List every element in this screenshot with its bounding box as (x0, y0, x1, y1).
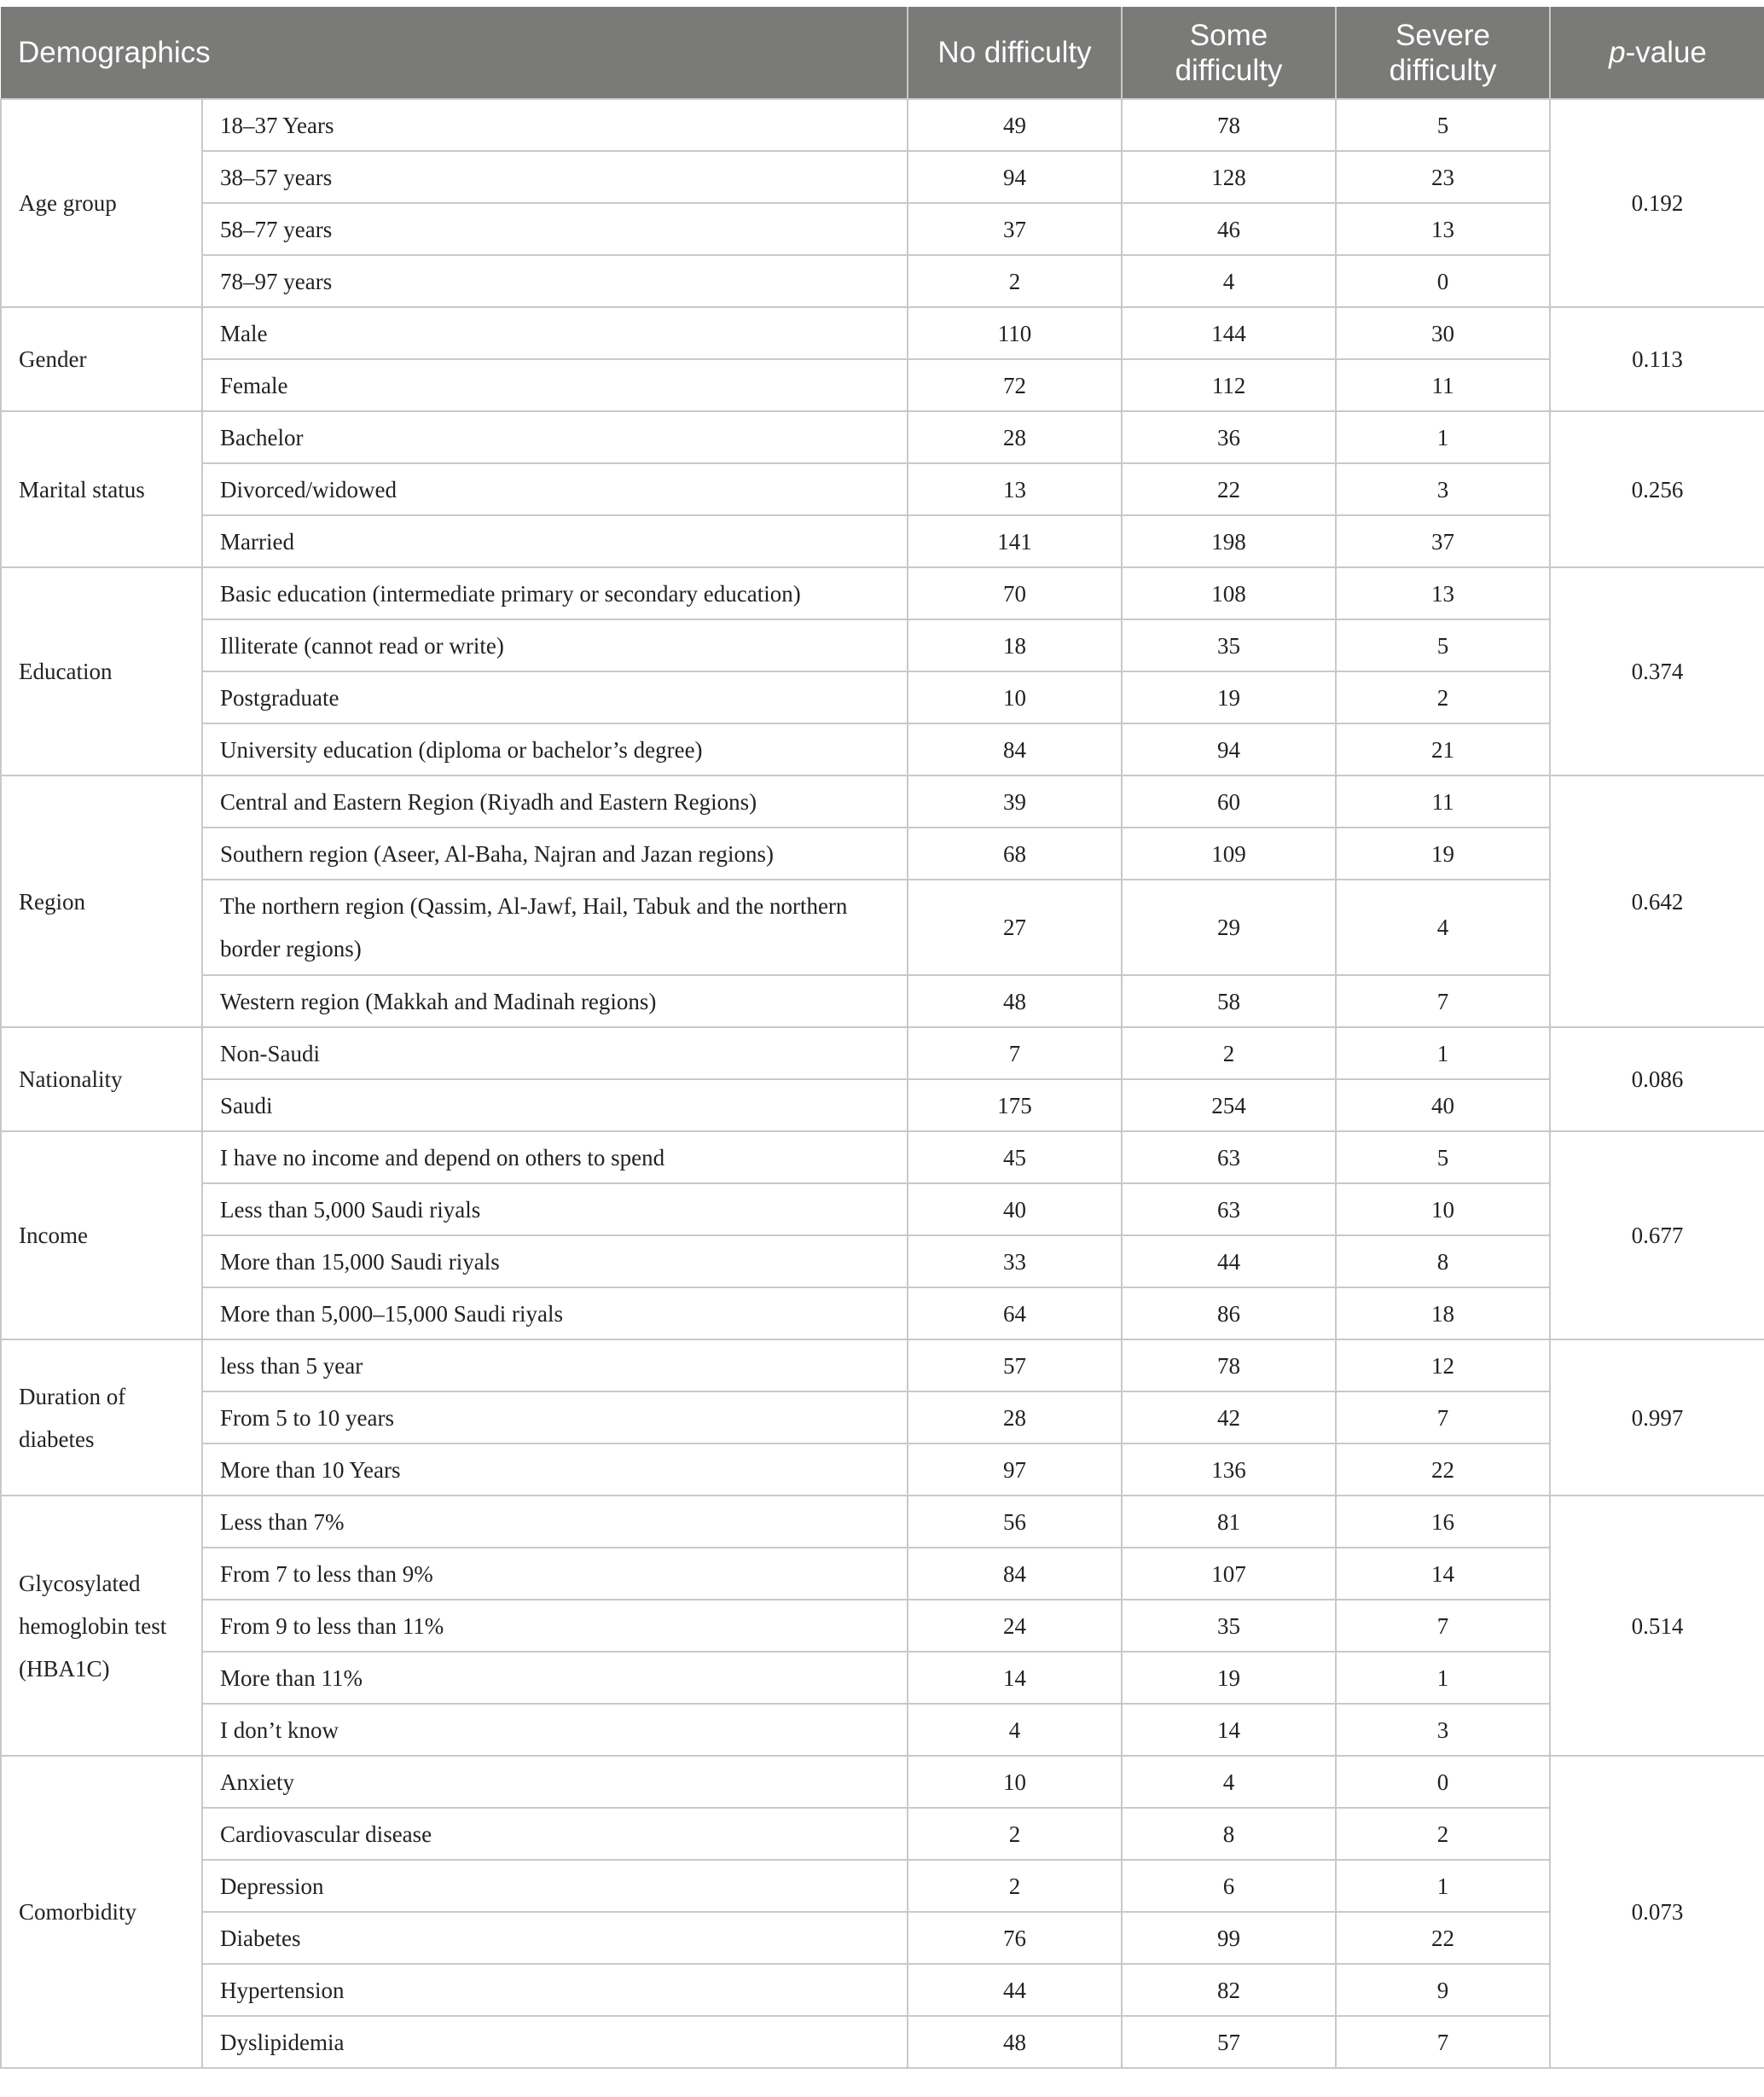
no-difficulty-cell: 48 (908, 975, 1122, 1027)
some-difficulty-cell: 63 (1122, 1183, 1336, 1235)
severe-difficulty-cell: 13 (1336, 203, 1550, 255)
level-cell: I don’t know (202, 1704, 908, 1756)
no-difficulty-cell: 84 (908, 1548, 1122, 1600)
severe-difficulty-cell: 23 (1336, 151, 1550, 203)
level-cell: Diabetes (202, 1912, 908, 1964)
level-cell: Cardiovascular disease (202, 1808, 908, 1860)
some-difficulty-cell: 14 (1122, 1704, 1336, 1756)
demographics-table (0, 7, 1764, 2069)
level-cell: Hypertension (202, 1964, 908, 2016)
no-difficulty-cell: 13 (908, 463, 1122, 515)
severe-difficulty-cell: 1 (1336, 1652, 1550, 1704)
no-difficulty-cell: 45 (908, 1131, 1122, 1183)
table-row (1, 1860, 1764, 1912)
some-difficulty-cell: 42 (1122, 1391, 1336, 1444)
severe-difficulty-cell: 7 (1336, 1391, 1550, 1444)
some-difficulty-cell: 19 (1122, 671, 1336, 723)
level-cell: From 7 to less than 9% (202, 1548, 908, 1600)
table-row (1, 1964, 1764, 2016)
category-cell: Duration of diabetes (1, 1339, 202, 1496)
severe-difficulty-cell: 2 (1336, 1808, 1550, 1860)
no-difficulty-cell: 18 (908, 619, 1122, 671)
table-row (1, 828, 1764, 880)
no-difficulty-cell: 56 (908, 1496, 1122, 1548)
header-row (1, 7, 1764, 99)
no-difficulty-cell: 10 (908, 1756, 1122, 1808)
table-row (1, 1600, 1764, 1652)
header-some-difficulty: Some difficulty (1122, 7, 1336, 99)
no-difficulty-cell: 49 (908, 99, 1122, 151)
some-difficulty-cell: 128 (1122, 151, 1336, 203)
category-cell: Gender (1, 307, 202, 411)
table-row (1, 1652, 1764, 1704)
category-cell: Education (1, 567, 202, 775)
no-difficulty-cell: 28 (908, 411, 1122, 463)
no-difficulty-cell: 70 (908, 567, 1122, 619)
some-difficulty-cell: 94 (1122, 723, 1336, 775)
some-difficulty-cell: 63 (1122, 1131, 1336, 1183)
table-row (1, 359, 1764, 411)
table-row (1, 975, 1764, 1027)
table-row (1, 880, 1764, 975)
some-difficulty-cell: 36 (1122, 411, 1336, 463)
p-value-cell: 0.514 (1550, 1496, 1764, 1756)
level-cell: Female (202, 359, 908, 411)
table-row (1, 1704, 1764, 1756)
level-cell: Central and Eastern Region (Riyadh and Eastern Regions) (202, 775, 908, 828)
severe-difficulty-cell: 19 (1336, 828, 1550, 880)
table-row (1, 723, 1764, 775)
level-cell: More than 11% (202, 1652, 908, 1704)
level-cell: Illiterate (cannot read or write) (202, 619, 908, 671)
level-cell: 18–37 Years (202, 99, 908, 151)
severe-difficulty-cell: 7 (1336, 2016, 1550, 2068)
header-p-italic: p (1609, 36, 1626, 69)
severe-difficulty-cell: 7 (1336, 1600, 1550, 1652)
severe-difficulty-cell: 40 (1336, 1079, 1550, 1131)
severe-difficulty-cell: 10 (1336, 1183, 1550, 1235)
no-difficulty-cell: 28 (908, 1391, 1122, 1444)
table-row (1, 1756, 1764, 1808)
table-row (1, 1496, 1764, 1548)
category-cell: Comorbidity (1, 1756, 202, 2068)
table-body (1, 99, 1764, 2068)
table-row (1, 1912, 1764, 1964)
severe-difficulty-cell: 1 (1336, 411, 1550, 463)
level-cell: Less than 7% (202, 1496, 908, 1548)
severe-difficulty-cell: 30 (1336, 307, 1550, 359)
table-row (1, 2016, 1764, 2068)
severe-difficulty-cell: 1 (1336, 1860, 1550, 1912)
header-demographics: Demographics (1, 7, 908, 99)
p-value-cell: 0.997 (1550, 1339, 1764, 1496)
p-value-cell: 0.677 (1550, 1131, 1764, 1339)
p-value-cell: 0.113 (1550, 307, 1764, 411)
level-cell: 58–77 years (202, 203, 908, 255)
header-p-rest: -value (1625, 36, 1707, 69)
severe-difficulty-cell: 3 (1336, 463, 1550, 515)
some-difficulty-cell: 99 (1122, 1912, 1336, 1964)
severe-difficulty-cell: 3 (1336, 1704, 1550, 1756)
level-cell: More than 15,000 Saudi riyals (202, 1235, 908, 1287)
table-row (1, 567, 1764, 619)
no-difficulty-cell: 2 (908, 1808, 1122, 1860)
p-value-cell: 0.086 (1550, 1027, 1764, 1131)
level-cell: Male (202, 307, 908, 359)
some-difficulty-cell: 8 (1122, 1808, 1336, 1860)
level-cell: Bachelor (202, 411, 908, 463)
some-difficulty-cell: 254 (1122, 1079, 1336, 1131)
category-cell: Nationality (1, 1027, 202, 1131)
no-difficulty-cell: 7 (908, 1027, 1122, 1079)
no-difficulty-cell: 175 (908, 1079, 1122, 1131)
level-cell: More than 10 Years (202, 1444, 908, 1496)
severe-difficulty-cell: 22 (1336, 1444, 1550, 1496)
severe-difficulty-cell: 22 (1336, 1912, 1550, 1964)
severe-difficulty-cell: 16 (1336, 1496, 1550, 1548)
some-difficulty-cell: 44 (1122, 1235, 1336, 1287)
table-row (1, 1444, 1764, 1496)
severe-difficulty-cell: 5 (1336, 99, 1550, 151)
severe-difficulty-cell: 8 (1336, 1235, 1550, 1287)
table-row (1, 1079, 1764, 1131)
level-cell: 78–97 years (202, 255, 908, 307)
table-row (1, 203, 1764, 255)
header-no-difficulty: No difficulty (908, 7, 1122, 99)
severe-difficulty-cell: 1 (1336, 1027, 1550, 1079)
no-difficulty-cell: 48 (908, 2016, 1122, 2068)
no-difficulty-cell: 4 (908, 1704, 1122, 1756)
table-row (1, 1131, 1764, 1183)
header-severe-difficulty: Severe difficulty (1336, 7, 1550, 99)
category-cell: Glycosylated hemoglobin test (HBA1C) (1, 1496, 202, 1756)
some-difficulty-cell: 4 (1122, 1756, 1336, 1808)
some-difficulty-cell: 57 (1122, 2016, 1336, 2068)
some-difficulty-cell: 2 (1122, 1027, 1336, 1079)
severe-difficulty-cell: 11 (1336, 775, 1550, 828)
no-difficulty-cell: 40 (908, 1183, 1122, 1235)
table-row (1, 1808, 1764, 1860)
severe-difficulty-cell: 5 (1336, 1131, 1550, 1183)
some-difficulty-cell: 107 (1122, 1548, 1336, 1600)
some-difficulty-cell: 112 (1122, 359, 1336, 411)
severe-difficulty-cell: 21 (1336, 723, 1550, 775)
level-cell: Anxiety (202, 1756, 908, 1808)
severe-difficulty-cell: 2 (1336, 671, 1550, 723)
some-difficulty-cell: 58 (1122, 975, 1336, 1027)
no-difficulty-cell: 44 (908, 1964, 1122, 2016)
category-cell: Age group (1, 99, 202, 307)
table-row (1, 1027, 1764, 1079)
level-cell: Depression (202, 1860, 908, 1912)
no-difficulty-cell: 24 (908, 1600, 1122, 1652)
no-difficulty-cell: 141 (908, 515, 1122, 567)
table-row (1, 307, 1764, 359)
severe-difficulty-cell: 12 (1336, 1339, 1550, 1391)
level-cell: Western region (Makkah and Madinah regions) (202, 975, 908, 1027)
level-cell: From 5 to 10 years (202, 1391, 908, 1444)
some-difficulty-cell: 6 (1122, 1860, 1336, 1912)
level-cell: The northern region (Qassim, Al-Jawf, Hail, Tabuk and the northern border regions) (202, 880, 908, 975)
some-difficulty-cell: 109 (1122, 828, 1336, 880)
some-difficulty-cell: 19 (1122, 1652, 1336, 1704)
category-cell: Region (1, 775, 202, 1027)
level-cell: From 9 to less than 11% (202, 1600, 908, 1652)
no-difficulty-cell: 76 (908, 1912, 1122, 1964)
table-row (1, 1548, 1764, 1600)
table-row (1, 151, 1764, 203)
severe-difficulty-cell: 37 (1336, 515, 1550, 567)
level-cell: 38–57 years (202, 151, 908, 203)
p-value-cell: 0.256 (1550, 411, 1764, 567)
level-cell: Less than 5,000 Saudi riyals (202, 1183, 908, 1235)
table-row (1, 1183, 1764, 1235)
no-difficulty-cell: 33 (908, 1235, 1122, 1287)
table-row (1, 255, 1764, 307)
table-row (1, 1287, 1764, 1339)
some-difficulty-cell: 82 (1122, 1964, 1336, 2016)
some-difficulty-cell: 4 (1122, 255, 1336, 307)
some-difficulty-cell: 81 (1122, 1496, 1336, 1548)
no-difficulty-cell: 27 (908, 880, 1122, 975)
category-cell: Marital status (1, 411, 202, 567)
table-row (1, 1339, 1764, 1391)
severe-difficulty-cell: 13 (1336, 567, 1550, 619)
some-difficulty-cell: 78 (1122, 1339, 1336, 1391)
no-difficulty-cell: 94 (908, 151, 1122, 203)
severe-difficulty-cell: 9 (1336, 1964, 1550, 2016)
table-row (1, 1235, 1764, 1287)
level-cell: I have no income and depend on others to spend (202, 1131, 908, 1183)
no-difficulty-cell: 110 (908, 307, 1122, 359)
some-difficulty-cell: 60 (1122, 775, 1336, 828)
p-value-cell: 0.374 (1550, 567, 1764, 775)
some-difficulty-cell: 144 (1122, 307, 1336, 359)
no-difficulty-cell: 72 (908, 359, 1122, 411)
no-difficulty-cell: 10 (908, 671, 1122, 723)
table-row (1, 99, 1764, 151)
no-difficulty-cell: 64 (908, 1287, 1122, 1339)
severe-difficulty-cell: 7 (1336, 975, 1550, 1027)
severe-difficulty-cell: 18 (1336, 1287, 1550, 1339)
some-difficulty-cell: 136 (1122, 1444, 1336, 1496)
some-difficulty-cell: 198 (1122, 515, 1336, 567)
severe-difficulty-cell: 0 (1336, 255, 1550, 307)
severe-difficulty-cell: 5 (1336, 619, 1550, 671)
level-cell: Dyslipidemia (202, 2016, 908, 2068)
table-row (1, 463, 1764, 515)
severe-difficulty-cell: 14 (1336, 1548, 1550, 1600)
no-difficulty-cell: 2 (908, 1860, 1122, 1912)
p-value-cell: 0.073 (1550, 1756, 1764, 2068)
some-difficulty-cell: 108 (1122, 567, 1336, 619)
table-row (1, 411, 1764, 463)
p-value-cell: 0.642 (1550, 775, 1764, 1027)
no-difficulty-cell: 84 (908, 723, 1122, 775)
severe-difficulty-cell: 0 (1336, 1756, 1550, 1808)
table-row (1, 671, 1764, 723)
no-difficulty-cell: 39 (908, 775, 1122, 828)
header-p-value (1550, 7, 1764, 99)
category-cell: Income (1, 1131, 202, 1339)
some-difficulty-cell: 46 (1122, 203, 1336, 255)
table-row (1, 775, 1764, 828)
level-cell: Non-Saudi (202, 1027, 908, 1079)
severe-difficulty-cell: 11 (1336, 359, 1550, 411)
table-header (1, 7, 1764, 99)
level-cell: Married (202, 515, 908, 567)
severe-difficulty-cell: 4 (1336, 880, 1550, 975)
level-cell: Southern region (Aseer, Al-Baha, Najran and Jazan regions) (202, 828, 908, 880)
no-difficulty-cell: 97 (908, 1444, 1122, 1496)
level-cell: less than 5 year (202, 1339, 908, 1391)
level-cell: University education (diploma or bachelor’s degree) (202, 723, 908, 775)
p-value-cell: 0.192 (1550, 99, 1764, 307)
no-difficulty-cell: 68 (908, 828, 1122, 880)
level-cell: Postgraduate (202, 671, 908, 723)
table-row (1, 1391, 1764, 1444)
table-row (1, 619, 1764, 671)
some-difficulty-cell: 86 (1122, 1287, 1336, 1339)
some-difficulty-cell: 35 (1122, 1600, 1336, 1652)
some-difficulty-cell: 22 (1122, 463, 1336, 515)
level-cell: Saudi (202, 1079, 908, 1131)
no-difficulty-cell: 57 (908, 1339, 1122, 1391)
no-difficulty-cell: 37 (908, 203, 1122, 255)
level-cell: More than 5,000–15,000 Saudi riyals (202, 1287, 908, 1339)
no-difficulty-cell: 14 (908, 1652, 1122, 1704)
table-row (1, 515, 1764, 567)
some-difficulty-cell: 78 (1122, 99, 1336, 151)
level-cell: Divorced/widowed (202, 463, 908, 515)
no-difficulty-cell: 2 (908, 255, 1122, 307)
some-difficulty-cell: 29 (1122, 880, 1336, 975)
level-cell: Basic education (intermediate primary or secondary education) (202, 567, 908, 619)
some-difficulty-cell: 35 (1122, 619, 1336, 671)
